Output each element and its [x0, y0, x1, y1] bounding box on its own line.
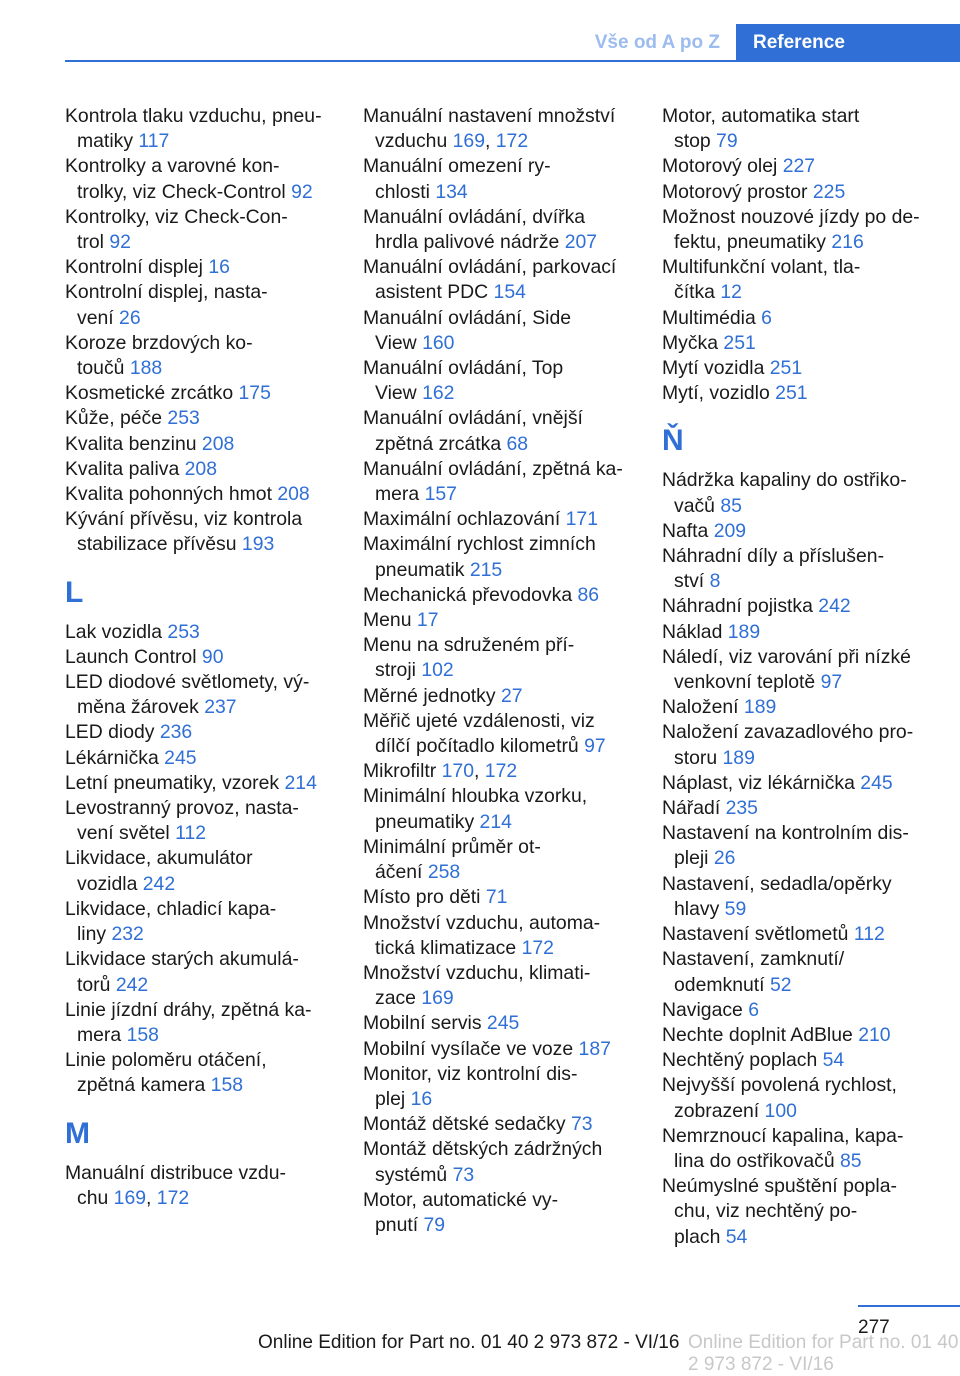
page-link[interactable]: 59	[724, 897, 747, 920]
index-entry-text: LED diody	[65, 721, 160, 744]
page-link[interactable]: 216	[831, 231, 864, 254]
index-entry-text: Manuální distribuce vzdu‐ chu	[65, 1161, 286, 1209]
index-entry-text: Mikrofiltr	[363, 760, 442, 783]
index-entry	[65, 1161, 347, 1211]
index-entry	[363, 154, 645, 204]
index-entry-text: Nechtěný poplach	[662, 1049, 823, 1072]
index-entry-text: Multimédia	[662, 306, 762, 329]
index-entry	[363, 406, 645, 456]
index-entry	[363, 1062, 645, 1112]
page-link[interactable]: 208	[184, 457, 217, 480]
page-link[interactable]: 54	[725, 1225, 748, 1248]
page-link[interactable]: 54	[822, 1049, 845, 1072]
index-entry	[662, 872, 954, 922]
page-link[interactable]: 73	[571, 1113, 593, 1136]
index-entry-text: Montáž dětských zádržných systémů	[363, 1138, 603, 1186]
index-entry	[662, 205, 954, 255]
index-entry-text: Množství vzduchu, klimati‐ zace	[363, 961, 591, 1010]
index-entry-text: Manuální ovládání, parkovací asistent PDC	[363, 256, 617, 304]
index-column-2	[363, 104, 645, 1238]
index-entry	[662, 306, 954, 331]
index-entry	[65, 947, 347, 997]
index-entry-text: Náledí, viz varování při nízké venkovní teplotě	[662, 645, 911, 694]
page-link[interactable]: 27	[500, 684, 523, 707]
index-entry	[65, 1048, 347, 1098]
index-entry	[65, 381, 347, 406]
index-entry-text: Monitor, viz kontrolní dis‐ plej	[363, 1062, 578, 1110]
index-entry	[363, 457, 645, 507]
index-entry-text: Místo pro děti	[363, 886, 486, 909]
index-entry	[363, 1037, 645, 1062]
index-entry	[662, 821, 954, 871]
index-entry	[662, 1048, 954, 1073]
index-entry	[65, 771, 347, 796]
page-link[interactable]: 253	[167, 620, 200, 643]
index-entry-text: Minimální průměr ot‐ áčení	[363, 835, 541, 884]
index-entry-text: Kontrolní displej	[65, 256, 209, 279]
page-link[interactable]: 208	[201, 432, 235, 455]
index-entry-text: Náhradní díly a příslušen‐ ství	[662, 545, 885, 593]
index-entry	[65, 154, 347, 204]
index-entry	[65, 482, 347, 507]
index-entry-text: Manuální ovládání, Top View	[363, 357, 564, 405]
index-entry	[662, 544, 954, 594]
index-entry-text: Nafta	[662, 519, 714, 542]
page-link[interactable]: 112	[853, 923, 885, 946]
index-entry	[363, 911, 645, 961]
page-link[interactable]: 157	[424, 483, 457, 506]
index-entry-text: Lak vozidla	[65, 620, 168, 643]
index-entry-text: Kontrola tlaku vzduchu, pneu‐ matiky	[65, 105, 322, 153]
index-letter-heading: L	[65, 575, 84, 609]
page-link[interactable]: 253	[167, 407, 200, 430]
index-entry-text: Motor, automatika start stop	[662, 105, 860, 153]
page-link[interactable]: 172	[521, 936, 554, 959]
index-entry	[65, 331, 347, 381]
page-link[interactable]: 16	[208, 256, 230, 279]
page-separator: ,	[146, 1186, 157, 1209]
watermark-text: Online Edition for Part no. 01 40 2 973 872 - VI/16	[688, 1332, 959, 1375]
page-link[interactable]: 92	[109, 231, 131, 254]
index-entry	[363, 684, 645, 709]
index-entry-text: Mytí vozidla	[662, 357, 770, 380]
index-entry	[363, 885, 645, 910]
index-entry	[662, 468, 954, 518]
index-entry	[363, 532, 645, 582]
index-entry	[662, 620, 954, 645]
index-entry-text: Montáž dětské sedačky	[363, 1113, 572, 1136]
index-entry-text: Nemrznoucí kapalina, kapa‐ lina do ostřikovačů	[662, 1124, 904, 1172]
page-link[interactable]: 112	[175, 822, 207, 845]
index-entry	[363, 784, 645, 834]
page-link[interactable]: 175	[238, 382, 271, 405]
index-entry-text: Manuální ovládání, vnější zpětná zrcátka	[363, 407, 583, 455]
page-link[interactable]: 245	[164, 746, 197, 769]
page-link[interactable]: 214	[479, 810, 512, 833]
index-entry	[363, 1137, 645, 1187]
index-entry	[363, 1112, 645, 1137]
index-entry-text: Manuální ovládání, zpětná ka‐ mera	[363, 457, 623, 506]
index-entry-text: Minimální hloubka vzorku, pneumatiky	[363, 785, 588, 833]
page-link[interactable]: 17	[416, 609, 439, 632]
index-entry	[65, 846, 347, 896]
index-entry-text: Kvalita benzinu	[65, 432, 202, 455]
index-column-3	[662, 104, 954, 1250]
index-entry	[363, 306, 645, 356]
index-entry	[662, 255, 954, 305]
index-entry-text: Nářadí	[662, 797, 726, 820]
index-entry-text: Maximální ochlazování	[363, 508, 566, 531]
page-link[interactable]: 154	[493, 281, 526, 304]
index-entry	[662, 1124, 954, 1174]
index-entry	[65, 998, 347, 1048]
page-link[interactable]: 172	[495, 130, 529, 153]
index-entry-text: Lékárnička	[65, 746, 165, 769]
index-entry	[65, 645, 347, 670]
page-link[interactable]: 193	[241, 533, 275, 556]
index-entry-text: Nastavení, zamknutí/ odemknutí	[662, 948, 845, 996]
index-entry	[65, 205, 347, 255]
index-entry-text: Mobilní servis	[363, 1012, 487, 1035]
index-entry	[662, 180, 954, 205]
page-link[interactable]: 210	[858, 1023, 891, 1046]
index-entry	[662, 922, 954, 947]
index-entry	[662, 947, 954, 997]
index-entry	[65, 104, 347, 154]
page-link[interactable]: 90	[201, 645, 224, 668]
page-link[interactable]: 237	[204, 696, 237, 719]
index-entry	[65, 670, 347, 720]
page-link[interactable]: 6	[761, 306, 772, 329]
page-link[interactable]: 169	[452, 130, 485, 153]
index-entry	[363, 633, 645, 683]
page-link[interactable]: 251	[769, 357, 803, 380]
index-entry	[65, 406, 347, 431]
index-entry	[363, 835, 645, 885]
index-entry	[65, 432, 347, 457]
index-entry	[662, 381, 954, 406]
index-entry	[363, 104, 645, 154]
index-entry	[65, 796, 347, 846]
index-entry-text: Manuální nastavení množství vzduchu	[363, 105, 616, 153]
page-link[interactable]: 52	[769, 973, 792, 996]
index-entry	[363, 608, 645, 633]
page-link[interactable]: 172	[484, 760, 518, 783]
index-entry-text: Linie jízdní dráhy, zpětná ka‐ mera	[65, 998, 312, 1046]
page-link[interactable]: 158	[126, 1023, 159, 1046]
page-link[interactable]: 8	[709, 570, 721, 593]
page-link[interactable]: 251	[775, 382, 808, 405]
page-link[interactable]: 171	[565, 508, 598, 531]
index-entry-text: Likvidace, chladicí kapa‐ liny	[65, 897, 277, 946]
page-link[interactable]: 26	[119, 306, 141, 329]
page-link[interactable]: 160	[422, 331, 455, 354]
page-link[interactable]: 207	[564, 231, 598, 254]
index-entry-text: Kývání přívěsu, viz kontrola stabilizace přívěsu	[65, 508, 303, 556]
index-entry	[65, 746, 347, 771]
page-link[interactable]: 16	[410, 1087, 433, 1110]
index-entry-text: LED diodové světlomety, vý‐ měna žárovek	[65, 671, 310, 719]
page-link[interactable]: 245	[486, 1012, 520, 1035]
page-link[interactable]: 187	[578, 1037, 611, 1060]
index-entry-text: Kosmetické zrcátko	[65, 382, 239, 405]
index-entry	[363, 356, 645, 406]
page-link[interactable]: 12	[720, 281, 742, 304]
index-entry-text: Nejvyšší povolená rychlost, zobrazení	[662, 1074, 897, 1122]
index-entry-text: Navigace	[662, 998, 749, 1021]
index-entry-text: Manuální ovládání, dvířka hrdla palivové nádrže	[363, 205, 586, 254]
index-entry	[662, 356, 954, 381]
index-entry-text: Kůže, péče	[65, 407, 168, 430]
page-link[interactable]: 97	[820, 671, 843, 694]
index-entry-text: Náklad	[662, 620, 728, 643]
index-entry-text: Kvalita pohonných hmot	[65, 483, 278, 506]
index-entry	[363, 961, 645, 1011]
page-link[interactable]: 97	[584, 735, 606, 758]
index-letter-heading: M	[65, 1116, 90, 1150]
index-entry-text: Letní pneumatiky, vzorek	[65, 771, 285, 794]
index-entry-text: Maximální rychlost zimních pneumatik	[363, 533, 596, 581]
header-tab-reference[interactable]	[736, 24, 960, 61]
index-entry-text: Manuální ovládání, Side View	[363, 306, 572, 354]
index-entry	[662, 998, 954, 1023]
page-link[interactable]: 188	[129, 357, 163, 380]
index-entry-text: Likvidace starých akumulá‐ torů	[65, 948, 299, 996]
page-link[interactable]: 79	[716, 130, 738, 153]
index-entry-text: Kontrolky a varovné kon‐ trolky, viz Check-Control	[65, 155, 286, 203]
page-link[interactable]: 215	[469, 558, 503, 581]
page-link[interactable]: 102	[421, 659, 454, 682]
page-link[interactable]: 189	[722, 746, 755, 769]
page-link[interactable]: 158	[210, 1074, 244, 1097]
page-link[interactable]: 242	[818, 595, 851, 618]
index-entry-text: Koroze brzdových ko‐ toučů	[65, 331, 253, 380]
index-entry-text: Launch Control	[65, 645, 202, 668]
page-link[interactable]: 251	[723, 331, 756, 354]
page-separator: ,	[474, 760, 485, 783]
index-entry-text: Motorový olej	[662, 155, 783, 178]
page-link[interactable]: 242	[115, 973, 149, 996]
index-entry	[662, 154, 954, 179]
index-letter-heading: Ň	[662, 424, 684, 458]
index-entry-text: Neúmyslné spuštění popla‐ chu, viz nechtěný po‐ plach	[662, 1175, 897, 1248]
index-entry	[363, 709, 645, 759]
index-entry-text: Manuální omezení ry‐ chlosti	[363, 155, 551, 203]
index-entry-text: Likvidace, akumulátor vozidla	[65, 847, 253, 895]
page-link[interactable]: 6	[748, 998, 760, 1021]
index-entry-text: Menu na sdruženém pří‐ stroji	[363, 634, 575, 682]
index-entry-text: Nastavení, sedadla/opěrky hlavy	[662, 872, 892, 920]
page-link[interactable]: 162	[422, 382, 455, 405]
index-entry	[363, 759, 645, 784]
page-link[interactable]: 26	[713, 847, 736, 870]
index-entry	[662, 796, 954, 821]
page-link[interactable]: 134	[435, 180, 468, 203]
footer-rule	[858, 1305, 960, 1307]
index-entry	[662, 720, 954, 770]
page-link[interactable]: 86	[577, 583, 600, 606]
index-entry-text: Kvalita paliva	[65, 457, 185, 480]
index-entry-text: Nechte doplnit AdBlue	[662, 1023, 859, 1046]
index-entry-text: Multifunkční volant, tla‐ čítka	[662, 256, 861, 304]
index-entry	[662, 771, 954, 796]
page-number: 277	[858, 1317, 890, 1338]
footer-edition-text: Online Edition for Part no. 01 40 2 973 872 - VI/16	[258, 1332, 680, 1353]
header-section-title[interactable]: Vše od A po Z	[594, 32, 720, 53]
index-entry	[662, 104, 954, 154]
index-entry	[65, 255, 347, 280]
index-entry-text: Naložení	[662, 696, 744, 719]
index-entry-text: Možnost nouzové jízdy po de‐ fektu, pneumatiky	[662, 205, 920, 254]
index-entry	[662, 645, 954, 695]
index-entry-text: Mobilní vysílače ve voze	[363, 1037, 579, 1060]
index-entry-text: Kontrolní displej, nasta‐ vení	[65, 281, 268, 329]
page-link[interactable]: 169	[421, 987, 454, 1010]
page-link[interactable]: 85	[840, 1149, 862, 1172]
index-entry	[662, 594, 954, 619]
index-entry	[65, 507, 347, 557]
index-entry	[363, 583, 645, 608]
index-entry	[662, 695, 954, 720]
index-entry	[65, 720, 347, 745]
index-entry	[662, 331, 954, 356]
index-entry-text: Menu	[363, 609, 417, 632]
index-entry	[363, 205, 645, 255]
index-entry	[662, 1023, 954, 1048]
index-entry-text: Motor, automatické vy‐ pnutí	[363, 1188, 559, 1236]
header-tab-label: Reference	[753, 31, 845, 53]
page-link[interactable]: 225	[812, 180, 846, 203]
page-link[interactable]: 172	[156, 1186, 190, 1209]
index-entry-text: Množství vzduchu, automa‐ tická klimatizace	[363, 911, 601, 959]
page-link[interactable]: 258	[427, 861, 461, 884]
index-entry-text: Měřič ujeté vzdálenosti, viz dílčí počítadlo kilometrů	[363, 709, 595, 758]
index-entry-text: Motorový prostor	[662, 180, 813, 203]
index-entry-text: Nádržka kapaliny do ostřiko‐ vačů	[662, 469, 907, 517]
page-link[interactable]: 208	[277, 483, 310, 506]
page-link[interactable]: 214	[284, 771, 317, 794]
index-entry-text: Myčka	[662, 331, 724, 354]
page-link[interactable]: 85	[720, 494, 742, 517]
index-entry-text: Nastavení světlometů	[662, 923, 854, 946]
index-entry	[363, 1011, 645, 1036]
page-link[interactable]: 235	[725, 797, 758, 820]
page-separator: ,	[484, 130, 496, 153]
index-entry-text: Měrné jednotky	[363, 684, 501, 707]
index-entry	[363, 507, 645, 532]
page-link[interactable]: 227	[782, 155, 816, 178]
index-entry-text: Náhradní pojistka	[662, 595, 819, 618]
page-link[interactable]: 236	[159, 721, 193, 744]
index-entry	[662, 1073, 954, 1123]
index-entry	[363, 1188, 645, 1238]
page-link[interactable]: 79	[423, 1213, 446, 1236]
page-link[interactable]: 209	[713, 519, 747, 542]
page-link[interactable]: 242	[142, 872, 176, 895]
page-link[interactable]: 169	[113, 1186, 147, 1209]
index-entry	[662, 1174, 954, 1250]
index-entry-text: Levostranný provoz, nasta‐ vení světel	[65, 797, 299, 845]
index-column-1	[65, 104, 347, 1211]
index-entry	[662, 519, 954, 544]
page-link[interactable]: 245	[860, 771, 893, 794]
index-entry-text: Linie poloměru otáčení, zpětná kamera	[65, 1049, 267, 1097]
page-link[interactable]: 189	[743, 696, 777, 719]
index-entry	[65, 897, 347, 947]
page-link[interactable]: 232	[111, 923, 144, 946]
index-entry	[363, 255, 645, 305]
page-link[interactable]: 73	[452, 1163, 475, 1186]
page-link[interactable]: 170	[441, 760, 474, 783]
index-entry	[65, 457, 347, 482]
page-link[interactable]: 71	[485, 886, 508, 909]
index-entry-text: Mechanická převodovka	[363, 583, 578, 606]
index-entry-text: Kontrolky, viz Check-Con‐ trol	[65, 205, 288, 254]
index-entry-text: Naložení zavazadlového pro‐ storu	[662, 721, 914, 769]
index-entry	[65, 280, 347, 330]
page-link[interactable]: 68	[506, 432, 529, 455]
page-link[interactable]: 117	[138, 130, 170, 153]
page-link[interactable]: 92	[291, 180, 313, 203]
index-entry-text: Mytí, vozidlo	[662, 382, 776, 405]
index-entry-text: Náplast, viz lékárnička	[662, 771, 861, 794]
index-entry	[65, 620, 347, 645]
page-link[interactable]: 100	[764, 1099, 797, 1122]
page-link[interactable]: 189	[727, 620, 761, 643]
index-entry-text: Nastavení na kontrolním dis‐ pleji	[662, 822, 909, 870]
